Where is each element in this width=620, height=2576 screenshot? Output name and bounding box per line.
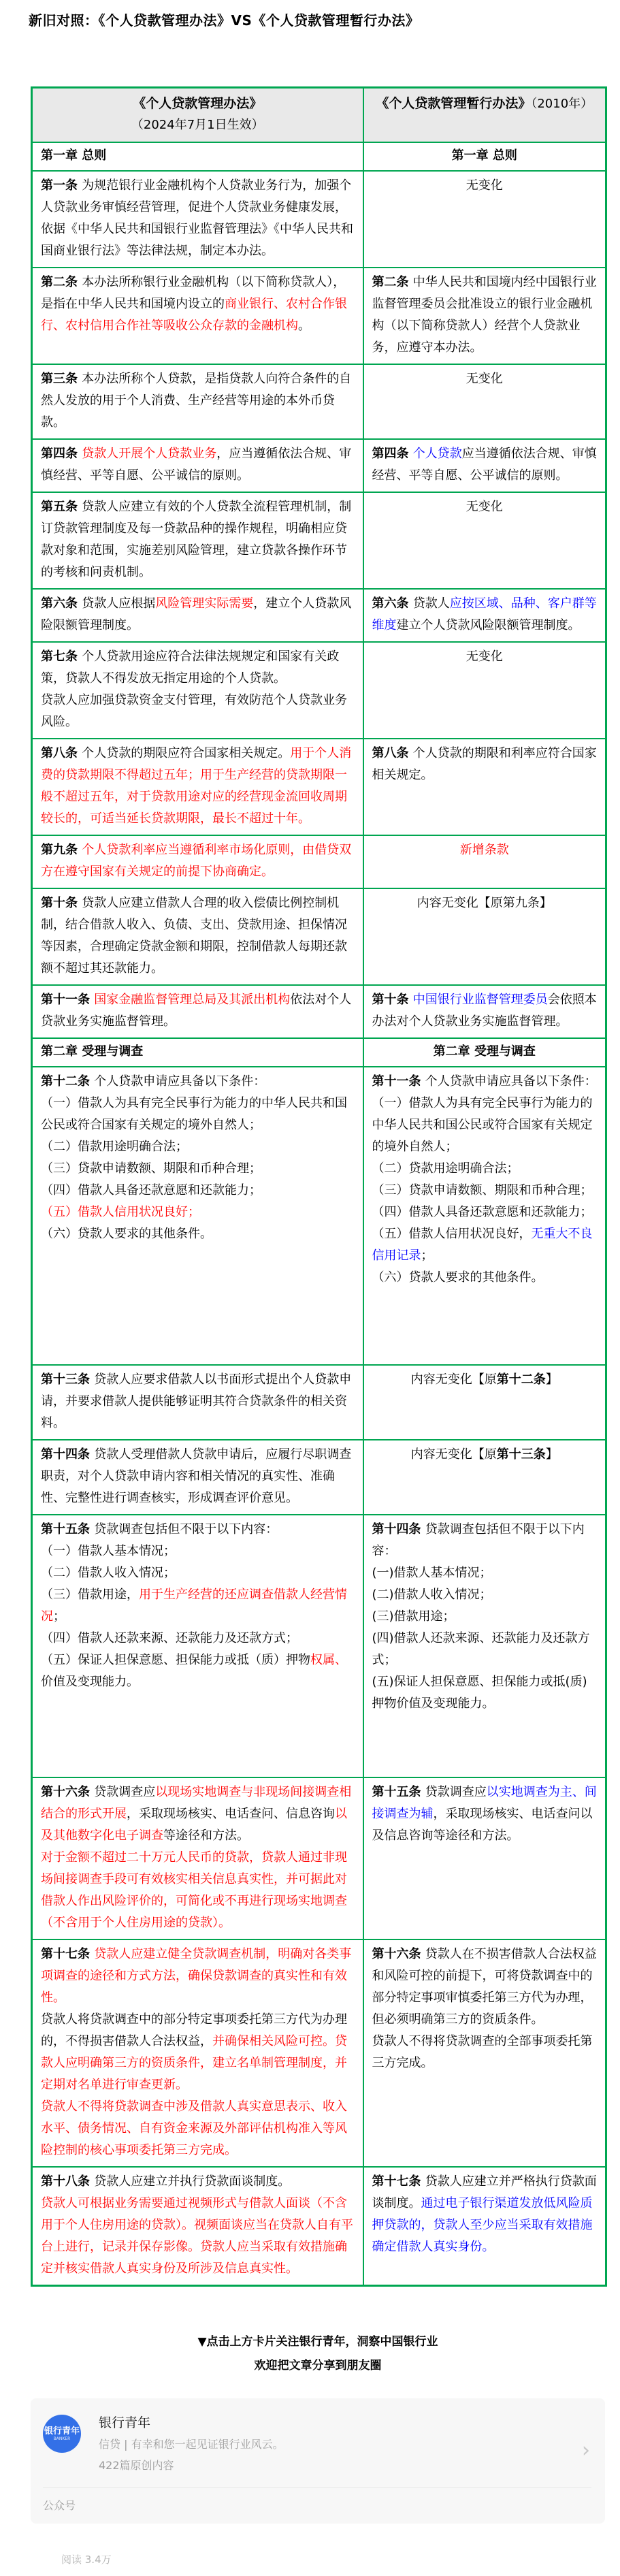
text-segment: ； (53, 1609, 65, 1624)
paragraph (41, 839, 355, 883)
text-segment: 用于生产经营的还应调查借款人经营情况 (41, 1588, 347, 1624)
text-segment: 以及其他数字化电子调查 (41, 1807, 347, 1843)
paragraph (41, 690, 355, 733)
new-law-cell (32, 142, 363, 171)
paragraph (372, 1071, 598, 1093)
article-row (32, 589, 606, 642)
text-segment: (五)保证人担保意愿、担保能力或抵(质)押物价值及变现能力。 (372, 1675, 587, 1711)
paragraph (41, 743, 355, 830)
paragraph (41, 1584, 355, 1628)
text-segment: 中华人民共和国境内经中国银行业监督管理委员会批准设立的银行业金融机构（以下简称贷款人）经营个人贷款业务，应遵守本办法。 (372, 275, 597, 355)
paragraph (372, 1180, 598, 1202)
article-row (32, 268, 606, 364)
text-segment: （三）贷款申请数额、期限和币种合理； (372, 1183, 593, 1197)
article-row (32, 888, 606, 985)
comparison-table (31, 86, 607, 2287)
text-segment: 依法对个人贷款业务实施监督管理。 (41, 993, 352, 1029)
text-segment: 贷款人应建立有效的个人贷款全流程管理机制，制订贷款管理制度及每一贷款品种的操作规程，明确相应贷款对象和范围，实施差别风险管理，建立贷款各操作环节的考核和问责机制。 (41, 500, 352, 579)
old-law-cell (363, 268, 606, 364)
text-segment: 。 (298, 319, 310, 333)
text-segment: 贷款人应要求借款人以书面形式提出个人贷款申请，并要求借款人提供能够证明其符合贷款条件的相关资料。 (41, 1372, 352, 1430)
old-law-cell (363, 1939, 606, 2167)
text-segment: 无变化 (466, 178, 503, 193)
new-law-title: 《个人贷款管理办法》 (133, 96, 263, 111)
text-segment: （五）保证人担保意愿、担保能力或抵（质）押物 (41, 1653, 310, 1667)
paragraph (372, 368, 598, 390)
old-law-cell (363, 642, 606, 739)
text-segment: 内容无变化【原 (410, 1447, 497, 1462)
text-segment: 通过电子银行渠道发放低风险质押贷款的，贷款人至少应当采取有效措施确定借款人真实身份。 (372, 2196, 593, 2254)
new-law-cell (32, 1515, 363, 1777)
text-segment: 以实地调查为主、间接调查为辅 (372, 1785, 597, 1821)
paragraph (41, 496, 355, 583)
text-segment: 贷款调查应 (94, 1785, 156, 1799)
text-segment: 个人贷款 (412, 447, 462, 461)
paragraph (372, 646, 598, 668)
paragraph (372, 1223, 598, 1267)
new-law-cell (32, 739, 363, 835)
text-segment: 第十二条 (496, 1372, 546, 1387)
official-account-card[interactable] (31, 2398, 605, 2524)
paragraph (41, 892, 355, 980)
paragraph (41, 145, 355, 167)
paragraph (372, 1267, 598, 1289)
comparison-table-body (32, 142, 606, 2286)
comparison-table-header (32, 88, 606, 143)
old-law-cell (363, 1365, 606, 1440)
account-name: 银行青年 (99, 2415, 151, 2430)
text-segment: 商业银行、农村合作银行、农村信用合作社等吸收公众存款的金融机构 (41, 297, 347, 333)
text-segment: 第四条 (372, 447, 413, 461)
article-row (32, 985, 606, 1038)
paragraph (372, 145, 598, 167)
old-law-cell (363, 1067, 606, 1365)
follow-block (31, 2330, 605, 2378)
new-law-cell (32, 1038, 363, 1067)
text-segment: 第二章 受理与调查 (433, 1044, 536, 1059)
article-row (32, 1440, 606, 1515)
text-segment: 等途径和方法。 (163, 1829, 249, 1843)
text-segment: 贷款人应建立健全贷款调查机制，明确对各类事项调查的途径和方式方法，确保贷款调查的真实性和有效性。 (41, 1947, 352, 2005)
old-law-cell (363, 171, 606, 268)
old-law-cell (363, 888, 606, 985)
text-segment: 第十六条 (41, 1785, 95, 1799)
text-segment: 个人贷款的期限应符合国家相关规定。 (82, 746, 291, 760)
article-row (32, 1067, 606, 1365)
text-segment: 第十六条 (372, 1947, 425, 1961)
account-original-count: 422篇原创内容 (99, 2459, 174, 2472)
paragraph (372, 1584, 598, 1606)
paragraph (372, 443, 598, 487)
text-segment: 个人贷款用途应符合法律法规规定和国家有关政策，贷款人不得发放无指定用途的个人贷款。 (41, 649, 340, 686)
new-law-cell (32, 268, 363, 364)
article-row (32, 1365, 606, 1440)
paragraph (41, 1944, 355, 2009)
paragraph (41, 1041, 355, 1063)
text-segment: （一）借款人基本情况； (41, 1544, 176, 1558)
paragraph (41, 1444, 355, 1509)
text-segment: 贷款调查包括但不限于以下内容： (94, 1522, 278, 1536)
old-law-cell (363, 1515, 606, 1777)
text-segment: （三）贷款申请数额、期限和币种合理； (41, 1161, 261, 1176)
text-segment: 第六条 (372, 596, 413, 611)
paragraph (41, 1847, 355, 1934)
new-law-cell (32, 1440, 363, 1515)
text-segment: （五）借款人信用状况良好； (41, 1205, 200, 1219)
new-law-header-cell (32, 88, 363, 143)
text-segment: 第十七条 (372, 2174, 425, 2189)
paragraph (372, 1782, 598, 1847)
article-row (32, 642, 606, 739)
text-segment: 第十四条 (372, 1522, 425, 1536)
paragraph (372, 1628, 598, 1671)
text-segment: （三）借款用途， (41, 1588, 139, 1602)
text-segment: 第十二条 (41, 1074, 95, 1089)
paragraph (372, 2171, 598, 2258)
text-segment: （五）借款人信用状况良好， (372, 1227, 532, 1241)
text-segment: 第四条 (41, 447, 82, 461)
new-law-cell (32, 492, 363, 589)
text-segment: 中国银行业监督管理委员 (412, 993, 548, 1007)
text-segment: 内容无变化【原 (410, 1372, 497, 1387)
text-segment: （一）借款人为具有完全民事行为能力的中华人民共和国公民或符合国家有关规定的境外自然人； (41, 1096, 347, 1132)
article-row (32, 1777, 606, 1939)
paragraph (372, 1202, 598, 1223)
paragraph (41, 175, 355, 262)
text-segment: 】 (545, 1447, 558, 1462)
paragraph (372, 1158, 598, 1180)
text-segment: 为规范银行业金融机构个人贷款业务行为，加强个人贷款业务审慎经营管理，促进个人贷款业务健康发展，依据《中华人民共和国银行业监督管理法》《中华人民共和国商业银行法》等法律法规，制定本办法。 (41, 178, 353, 258)
text-segment: ，建立个人贷款风险限额管理制度。 (41, 596, 352, 632)
text-segment: 贷款人应加强贷款资金支付管理，有效防范个人贷款业务风险。 (41, 693, 347, 729)
text-segment: 无重大不良信用记录 (372, 1227, 593, 1263)
article-content (31, 86, 605, 2566)
account-card-top (43, 2415, 591, 2473)
paragraph (41, 2193, 355, 2280)
text-segment: (四)借款人还款来源、还款能力及还款方式； (372, 1631, 590, 1667)
header-row (32, 88, 606, 143)
old-law-cell (363, 589, 606, 642)
new-law-cell (32, 835, 363, 888)
paragraph (372, 1093, 598, 1158)
text-segment: 第十三条 (496, 1447, 546, 1462)
text-segment: 贷款人在不损害借款人合法权益和风险可控的前提下，可将贷款调查中的部分特定事项审慎委托第三方代为办理，但必须明确第三方的资质条件。 (372, 1947, 597, 2027)
article-row (32, 1515, 606, 1777)
paragraph (41, 1649, 355, 1693)
paragraph (41, 443, 355, 487)
paragraph (372, 175, 598, 197)
paragraph (372, 2031, 598, 2074)
paragraph (41, 1093, 355, 1136)
paragraph (372, 1369, 598, 1391)
text-segment: 】 (545, 1372, 558, 1387)
text-segment: 第十条 (41, 896, 82, 910)
old-law-cell (363, 142, 606, 171)
text-segment: 贷款人不得将贷款调查中涉及借款人真实意思表示、收入水平、债务情况、自有资金来源及外部评估机构准入等风险控制的核心事项委托第三方完成。 (41, 2099, 347, 2157)
text-segment: 第八条 (372, 746, 413, 760)
text-segment: （六）贷款人要求的其他条件。 (372, 1270, 544, 1285)
text-segment: 用于个人消费的贷款期限不得超过五年；用于生产经营的贷款期限一般不超过五年，对于贷款用途对应的经营现金流回收周期较长的，可适当延长贷款期限，最长不超过十年。 (41, 746, 352, 826)
account-info (99, 2415, 591, 2473)
paragraph (41, 1158, 355, 1180)
text-segment: 第五条 (41, 500, 82, 514)
text-segment: 第七条 (41, 649, 82, 664)
old-law-cell (363, 985, 606, 1038)
text-segment: ； (421, 1249, 434, 1263)
paragraph (372, 892, 598, 914)
account-avatar (43, 2415, 81, 2453)
new-law-cell (32, 589, 363, 642)
article-row (32, 1939, 606, 2167)
old-law-cell (363, 439, 606, 492)
text-segment: 贷款人应建立并严格执行贷款面谈制度。 (372, 2174, 597, 2210)
text-segment: （二）借款用途明确合法； (41, 1140, 188, 1154)
text-segment: 贷款人可根据业务需要通过视频形式与借款人面谈（不含用于个人住房用途的贷款）。视频面谈应当在贷款人自有平台上进行，记录并保存影像。贷款人应当采取有效措施确定并核实借款人真实身份及所涉及信息真实性。 (41, 2196, 353, 2276)
text-segment: 个人贷款利率应当遵循利率市场化原则，由借贷双方在遵守国家有关规定的前提下协商确定。 (41, 843, 352, 879)
paragraph (41, 2096, 355, 2161)
text-segment: 第二条 (41, 275, 82, 289)
text-segment: 第十三条 (41, 1372, 95, 1387)
new-law-effective-date: （2024年7月1日生效） (131, 118, 264, 132)
paragraph (372, 839, 598, 861)
new-law-cell (32, 1777, 363, 1939)
chapter-row (32, 142, 606, 171)
paragraph (41, 1782, 355, 1847)
new-law-cell (32, 1939, 363, 2167)
old-law-cell (363, 2167, 606, 2286)
new-law-cell (32, 642, 363, 739)
account-type-label: 公众号 (43, 2499, 76, 2512)
text-segment: 风险管理实际需要 (155, 596, 254, 611)
text-segment: 第十四条 (41, 1447, 95, 1462)
text-segment: ，采取现场核实、电话查问、信息咨询 (127, 1807, 335, 1821)
paragraph (41, 1202, 355, 1223)
article-row (32, 739, 606, 835)
text-segment: 内容无变化【原第九条】 (417, 896, 552, 910)
paragraph (372, 1562, 598, 1584)
text-segment: 第二章 受理与调查 (41, 1044, 144, 1059)
paragraph (41, 1071, 355, 1093)
text-segment: 以现场实地调查与非现场间接调查相结合的形式开展 (41, 1785, 352, 1821)
new-law-cell (32, 1067, 363, 1365)
text-segment: 第一章 总则 (41, 148, 107, 163)
old-law-cell (363, 1440, 606, 1515)
paragraph (372, 1944, 598, 2031)
text-segment: 个人贷款的期限和利率应符合国家相关规定。 (372, 746, 597, 782)
paragraph (372, 1606, 598, 1628)
old-law-header-cell (363, 88, 606, 143)
text-segment: 应当遵循依法合规、审慎经营、平等自愿、公平诚信的原则。 (372, 447, 597, 483)
article-row (32, 364, 606, 439)
paragraph (372, 743, 598, 786)
text-segment: (二)借款人收入情况； (372, 1588, 492, 1602)
text-segment: 贷款人开展个人贷款业务 (82, 447, 217, 461)
read-count: 阅读 3.4万 (61, 2554, 112, 2566)
text-segment: 贷款人 (412, 596, 450, 611)
text-segment: 应按区域、品种、客户群等维度 (372, 596, 597, 632)
paragraph (41, 1541, 355, 1562)
paragraph (372, 1444, 598, 1466)
text-segment: 第十条 (372, 993, 413, 1007)
paragraph (41, 646, 355, 690)
paragraph (372, 989, 598, 1033)
old-law-cell (363, 739, 606, 835)
text-segment: 第十一条 (372, 1074, 425, 1089)
article-row (32, 492, 606, 589)
paragraph (41, 1136, 355, 1158)
text-segment: 权属、 (310, 1653, 347, 1667)
text-segment: 第三条 (41, 372, 82, 386)
text-segment: 第十五条 (41, 1522, 95, 1536)
text-segment: （六）贷款人要求的其他条件。 (41, 1227, 212, 1241)
paragraph (372, 1041, 598, 1063)
paragraph (41, 593, 355, 637)
text-segment: ，采取现场核实、电话查问以及信息咨询等途径和方法。 (372, 1807, 593, 1843)
paragraph (41, 1223, 355, 1245)
text-segment: 第二条 (372, 275, 413, 289)
new-law-cell (32, 1365, 363, 1440)
paragraph (41, 1519, 355, 1541)
new-law-cell (32, 888, 363, 985)
new-law-cell (32, 2167, 363, 2286)
new-law-cell (32, 171, 363, 268)
text-segment: （二）借款人收入情况； (41, 1566, 176, 1580)
text-segment: 无变化 (466, 500, 503, 514)
text-segment: 第九条 (41, 843, 82, 857)
text-segment: （四）借款人具备还款意愿和还款能力； (41, 1183, 261, 1197)
text-segment: (三)借款用途； (372, 1609, 455, 1624)
text-segment: 贷款人应根据 (82, 596, 156, 611)
article-row (32, 2167, 606, 2286)
text-segment: 个人贷款申请应具备以下条件： (425, 1074, 597, 1089)
text-segment: 贷款调查包括但不限于以下内容： (372, 1522, 585, 1558)
paragraph (41, 1628, 355, 1649)
text-segment: 第六条 (41, 596, 82, 611)
share-cta-text: 欢迎把文章分享到朋友圈 (254, 2359, 382, 2372)
text-segment: 第十五条 (372, 1785, 425, 1799)
text-segment: 本办法所称银行业金融机构（以下简称贷款人），是指在中华人民共和国境内设立的 (41, 275, 346, 311)
text-segment: 新增条款 (459, 843, 509, 857)
text-segment: 国家金融监督管理总局及其派出机构 (94, 993, 291, 1007)
text-segment: 贷款人应建立并执行贷款面谈制度。 (94, 2174, 291, 2189)
text-segment: 对于金额不超过二十万元人民币的贷款，贷款人通过非现场间接调查手段可有效核实相关信息真实性，并可据此对借款人作出风险评价的，可简化或不再进行现场实地调查（不含用于个人住房用途的贷款）。 (41, 1850, 347, 1930)
text-segment: 并确保相关风险可控。贷款人应明确第三方的资质条件，建立名单制管理制度，并定期对名单进行审查更新。 (41, 2034, 347, 2092)
paragraph (372, 496, 598, 518)
old-law-year: （2010年） (531, 97, 593, 111)
text-segment: 个人贷款申请应具备以下条件： (94, 1074, 266, 1089)
text-segment: 第一条 (41, 178, 82, 193)
old-law-cell (363, 835, 606, 888)
paragraph (41, 272, 355, 337)
text-segment: 无变化 (466, 649, 503, 664)
text-segment: (一)借款人基本情况； (372, 1566, 492, 1580)
paragraph (41, 2009, 355, 2096)
chapter-row (32, 1038, 606, 1067)
account-description: 信贷 | 有幸和您一起见证银行业风云。 (99, 2438, 284, 2451)
text-segment: （四）借款人还款来源、还款能力及还款方式； (41, 1631, 298, 1645)
chevron-right-icon[interactable]: › (582, 2438, 590, 2462)
avatar-text: 银行青年 (44, 2426, 80, 2436)
old-law-cell (363, 1777, 606, 1939)
follow-cta-text: ▼点击上方卡片关注银行青年，洞察中国银行业 (197, 2335, 438, 2349)
paragraph (41, 989, 355, 1033)
text-segment: （四）借款人具备还款意愿和还款能力； (372, 1205, 593, 1219)
old-law-cell (363, 1038, 606, 1067)
new-law-cell (32, 364, 363, 439)
article-row (32, 171, 606, 268)
paragraph (372, 272, 598, 359)
paragraph (41, 1562, 355, 1584)
text-segment: 建立个人贷款风险限额管理制度。 (396, 618, 581, 632)
text-segment: 无变化 (466, 372, 503, 386)
paragraph (372, 1671, 598, 1715)
text-segment: 贷款人受理借款人贷款申请后，应履行尽职调查职责，对个人贷款申请内容和相关情况的真实性、准确性、完整性进行调查核实，形成调查评价意见。 (41, 1447, 352, 1505)
paragraph (372, 1519, 598, 1562)
text-segment: ，应当遵循依法合规、审慎经营、平等自愿、公平诚信的原则。 (41, 447, 352, 483)
article-title: 新旧对照：《个人贷款管理办法》VS《个人贷款管理暂行办法》 (29, 12, 420, 29)
article-row (32, 835, 606, 888)
text-segment: 第八条 (41, 746, 82, 760)
paragraph (41, 1369, 355, 1434)
text-segment: 第十八条 (41, 2174, 95, 2189)
new-law-cell (32, 985, 363, 1038)
old-law-title: 《个人贷款管理暂行办法》 (376, 96, 532, 111)
text-segment: 贷款人应建立借款人合理的收入偿债比例控制机制，结合借款人收入、负债、支出、贷款用途、担保情况等因素，合理确定贷款金额和期限，控制借款人每期还款额不超过其还款能力。 (41, 896, 347, 976)
text-segment: 会依照本办法对个人贷款业务实施监督管理。 (372, 993, 597, 1029)
paragraph (41, 1180, 355, 1202)
avatar-subtext: BANKER (53, 2436, 71, 2441)
article-row (32, 439, 606, 492)
new-law-cell (32, 439, 363, 492)
text-segment: 贷款人将贷款调查中的部分特定事项委托第三方代为办理的，不得损害借款人合法权益， (41, 2012, 347, 2048)
text-segment: 贷款调查应 (425, 1785, 487, 1799)
text-segment: 价值及变现能力。 (41, 1675, 139, 1689)
paragraph (41, 368, 355, 434)
text-segment: 第一章 总则 (451, 148, 517, 163)
old-law-cell (363, 492, 606, 589)
text-segment: 第十七条 (41, 1947, 95, 1961)
text-segment: （一）借款人为具有完全民事行为能力的中华人民共和国公民或符合国家有关规定的境外自然人； (372, 1096, 593, 1154)
paragraph (372, 593, 598, 637)
text-segment: （二）贷款用途明确合法； (372, 1161, 519, 1176)
text-segment: 本办法所称个人贷款，是指贷款人向符合条件的自然人发放的用于个人消费、生产经营等用途的本外币贷款。 (41, 372, 352, 430)
text-segment: 贷款人不得将贷款调查的全部事项委托第三方完成。 (372, 2034, 593, 2070)
old-law-cell (363, 364, 606, 439)
text-segment: 第十一条 (41, 993, 95, 1007)
paragraph (41, 2171, 355, 2193)
